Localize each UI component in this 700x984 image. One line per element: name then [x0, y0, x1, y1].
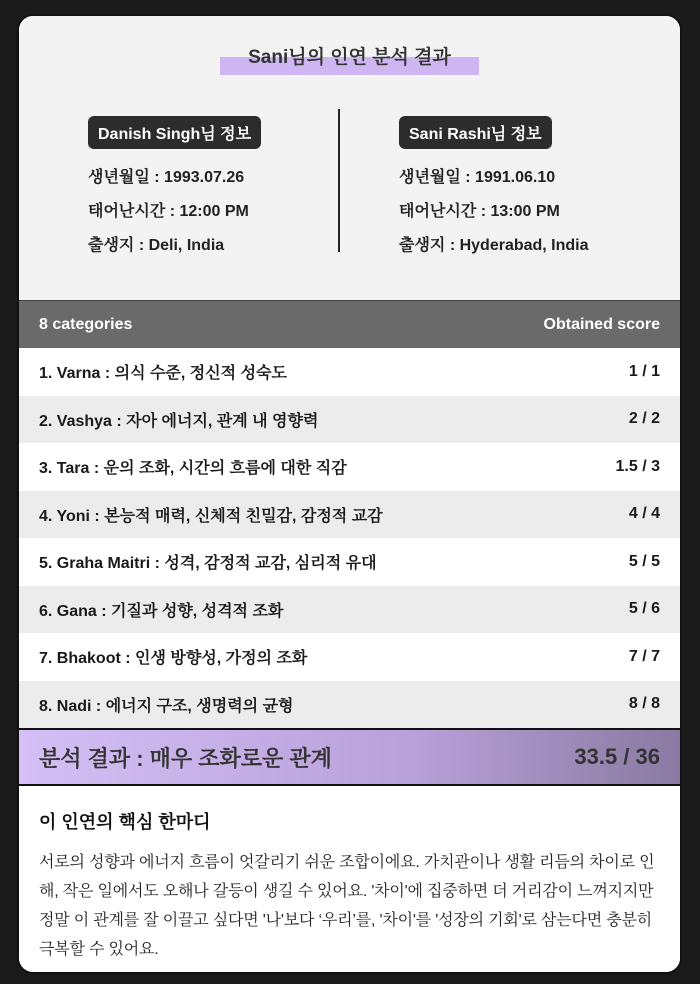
category-score: 5 / 6	[628, 600, 660, 618]
person2-profile	[399, 116, 659, 263]
category-name: 2. Vashya :	[39, 412, 122, 430]
person2-birthtime: 태어난시간 : 13:00 PM	[399, 203, 560, 220]
category-description: 의식 수준, 정신적 성숙도	[114, 365, 287, 383]
category-description: 자아 에너지, 관계 내 영향력	[126, 412, 319, 430]
table-row	[19, 538, 680, 586]
category-name: 7. Bhakoot :	[39, 650, 131, 668]
person1-tag: Danish Singh님 정보	[88, 116, 261, 149]
category-name: 6. Gana :	[39, 602, 107, 620]
category-score: 4 / 4	[628, 505, 660, 523]
category-description: 운의 조화, 시간의 흐름에 대한 직감	[103, 460, 347, 478]
header-section	[19, 16, 680, 300]
person2-tag: Sani Rashi님 정보	[399, 116, 552, 149]
result-label: 분석 결과 : 매우 조화로운 관계	[39, 745, 332, 771]
category-name: 3. Tara :	[39, 460, 100, 478]
table-row	[19, 633, 680, 681]
summary-text: 서로의 성향과 에너지 흐름이 엇갈리기 쉬운 조합이에요. 가치관이나 생활 리듬의 차이로 인해, 작은 일에서도 오해나 갈등이 생길 수 있어요. '차이'에 집중하면 더 거리감이 느껴지지만 정말 이 관계를 잘 이끌고 싶다면 '나'보다 ‘우리’를, '차이'를 '성장의 기회'로 삼는다면 충분히 극복할 수 있어요.	[39, 854, 655, 958]
table-row	[19, 681, 680, 729]
category-score: 7 / 7	[628, 647, 660, 665]
category-description: 기질과 성향, 성격적 조화	[111, 602, 284, 620]
category-description: 성격, 감정적 교감, 심리적 유대	[164, 555, 377, 573]
category-score: 8 / 8	[628, 695, 660, 713]
profile-divider	[338, 109, 340, 252]
table-row	[19, 396, 680, 444]
category-description: 인생 방향성, 가정의 조화	[135, 650, 308, 668]
total-score: 33.5 / 36	[574, 744, 660, 769]
table-row	[19, 491, 680, 539]
category-name: 4. Yoni :	[39, 507, 100, 525]
person2-birthplace: 출생지 : Hyderabad, India	[399, 237, 589, 254]
page-title: Sani님의 인연 분석 결과	[220, 42, 479, 69]
category-score: 1 / 1	[628, 362, 660, 380]
summary-section	[19, 786, 680, 974]
person1-birthtime: 태어난시간 : 12:00 PM	[88, 203, 249, 220]
category-score: 1.5 / 3	[615, 457, 660, 475]
person1-birthplace: 출생지 : Deli, India	[88, 237, 225, 254]
categories-column-header: 8 categories	[39, 315, 133, 333]
person2-birthdate: 생년월일 : 1991.06.10	[399, 169, 556, 186]
person1-birthdate: 생년월일 : 1993.07.26	[88, 169, 245, 186]
score-column-header: Obtained score	[543, 315, 660, 333]
table-row	[19, 586, 680, 634]
category-description: 본능적 매력, 신체적 친밀감, 감정적 교감	[104, 507, 383, 525]
category-name: 5. Graha Maitri :	[39, 555, 160, 573]
score-table	[19, 348, 680, 728]
result-banner	[19, 728, 680, 786]
table-row	[19, 348, 680, 396]
category-description: 에너지 구조, 생명력의 균형	[105, 697, 294, 715]
category-score: 5 / 5	[628, 552, 660, 570]
table-row	[19, 443, 680, 491]
score-table-header	[19, 300, 680, 348]
category-name: 1. Varna :	[39, 365, 111, 383]
category-score: 2 / 2	[628, 410, 660, 428]
summary-heading: 이 인연의 핵심 한마디	[39, 812, 211, 832]
category-name: 8. Nadi :	[39, 697, 102, 715]
compatibility-card	[17, 14, 682, 974]
person1-profile	[88, 116, 348, 263]
